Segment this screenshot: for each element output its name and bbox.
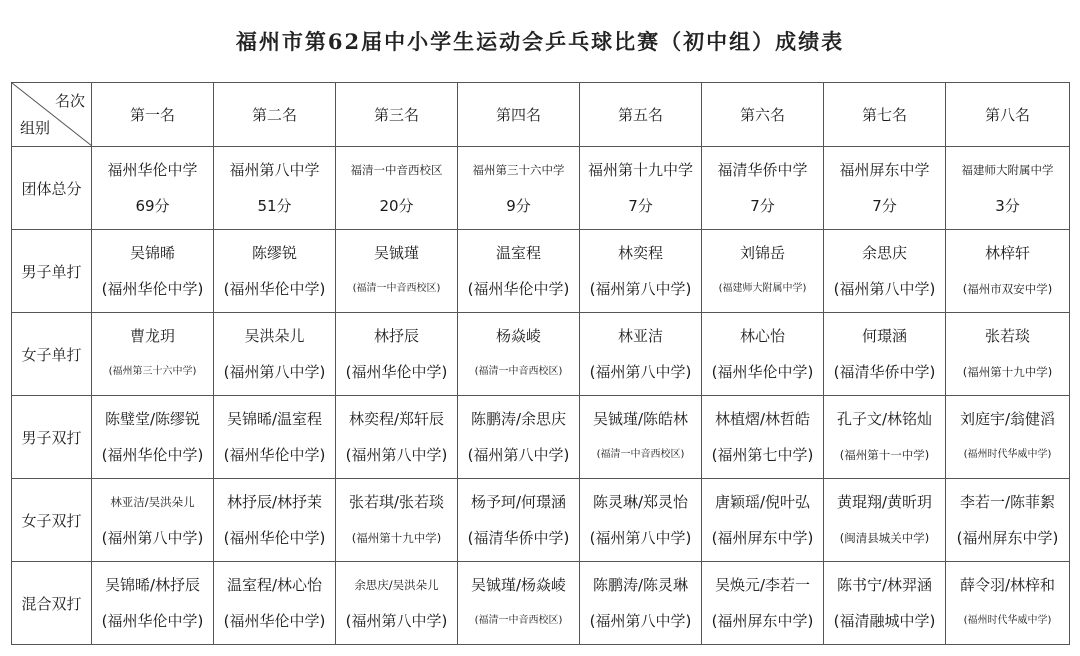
school-name: (福清一中音西校区) — [474, 366, 563, 377]
team-score: 3分 — [995, 197, 1020, 215]
school-name: (福清一中音西校区) — [352, 283, 441, 294]
result-cell — [336, 396, 458, 479]
result-cell — [702, 313, 824, 396]
school-name: (福建师大附属中学) — [718, 283, 807, 294]
player-name: 孔子文/林铭灿 — [836, 410, 933, 428]
player-name: 薛令羽/林梓和 — [959, 576, 1056, 594]
result-cell — [824, 147, 946, 230]
player-name: 吴锦晞/林抒辰 — [104, 576, 201, 594]
player-name: 林梓轩 — [984, 244, 1030, 262]
player-name: 陈书宁/林羿涵 — [836, 576, 933, 594]
result-cell — [214, 562, 336, 645]
result-cell — [824, 562, 946, 645]
result-cell — [946, 147, 1070, 230]
school-name: (福州屏东中学) — [711, 529, 814, 547]
corner-label-group: 组别 — [20, 119, 51, 137]
result-cell — [458, 147, 580, 230]
player-name: 刘锦岳 — [739, 244, 785, 262]
school-name: (福州华伦中学) — [345, 363, 448, 381]
table-row — [12, 147, 1070, 230]
player-name: 温室程 — [495, 244, 541, 262]
school-name: (福清融城中学) — [833, 612, 936, 630]
result-cell — [946, 230, 1070, 313]
player-name: 吴洪朵儿 — [244, 327, 305, 345]
player-name: 吴焕元/李若一 — [714, 576, 811, 594]
result-cell — [214, 396, 336, 479]
player-name: 唐颖瑶/倪叶弘 — [714, 493, 811, 511]
player-name: 李若一/陈菲絮 — [959, 493, 1056, 511]
result-cell — [92, 147, 214, 230]
result-cell — [214, 230, 336, 313]
school-name: (福州第八中学) — [345, 612, 448, 630]
rank-header: 第八名 — [946, 83, 1070, 147]
school-name: (福州华伦中学) — [223, 280, 326, 298]
school-name: (福州第十一中学) — [839, 448, 930, 462]
player-name: 曹龙玥 — [129, 327, 175, 345]
school-name: (福州第八中学) — [223, 363, 326, 381]
result-cell — [336, 230, 458, 313]
school-name: (福清华侨中学) — [833, 363, 936, 381]
player-name: 何璟涵 — [861, 327, 907, 345]
result-cell — [214, 313, 336, 396]
player-name: 陈鹏涛/陈灵琳 — [592, 576, 689, 594]
result-cell — [946, 313, 1070, 396]
table-row — [12, 562, 1070, 645]
player-name: 陈灵琳/郑灵怡 — [592, 493, 689, 511]
rank-header: 第四名 — [458, 83, 580, 147]
team-score: 51分 — [257, 197, 292, 215]
result-cell — [92, 313, 214, 396]
school-name: (福州第八中学) — [833, 280, 936, 298]
school-name: (福州屏东中学) — [956, 529, 1059, 547]
school-name: (福清一中音西校区) — [596, 449, 685, 460]
player-name: 杨焱崚 — [495, 327, 541, 345]
player-name: 温室程/林心怡 — [226, 576, 323, 594]
result-cell — [458, 479, 580, 562]
team-score: 7分 — [628, 197, 653, 215]
result-cell — [824, 396, 946, 479]
result-cell — [92, 396, 214, 479]
school-name: (福州第三十六中学) — [108, 366, 197, 377]
result-cell — [336, 147, 458, 230]
result-cell — [214, 479, 336, 562]
result-cell — [824, 479, 946, 562]
rank-header: 第六名 — [702, 83, 824, 147]
corner-header — [12, 83, 92, 147]
result-cell — [702, 147, 824, 230]
school-name: (闽清县城关中学) — [839, 531, 930, 545]
player-name: 吴铖瑾/杨焱崚 — [470, 576, 567, 594]
result-cell — [946, 479, 1070, 562]
player-name: 陈鹏涛/余思庆 — [470, 410, 567, 428]
corner-label-rank: 名次 — [54, 92, 85, 110]
player-name: 黄琨翔/黄昕玥 — [836, 493, 933, 511]
school-name: (福清一中音西校区) — [474, 615, 563, 626]
team-score: 7分 — [872, 197, 897, 215]
school-name: (福州第八中学) — [101, 529, 204, 547]
result-cell — [458, 313, 580, 396]
player-name: 吴锦晞/温室程 — [226, 410, 323, 428]
player-name: 林植熠/林哲皓 — [714, 410, 811, 428]
result-cell — [336, 313, 458, 396]
result-cell — [580, 313, 702, 396]
result-cell — [580, 147, 702, 230]
rank-header: 第一名 — [92, 83, 214, 147]
player-name: 张若琪/张若琰 — [348, 493, 445, 511]
school-name: (福州华伦中学) — [101, 446, 204, 464]
result-cell — [580, 230, 702, 313]
group-label: 女子双打 — [12, 479, 92, 562]
result-cell — [946, 396, 1070, 479]
school-name: (福州第七中学) — [711, 446, 814, 464]
school-name: (福州第十九中学) — [962, 365, 1053, 379]
school-name: (福州第八中学) — [589, 529, 692, 547]
player-name: 余思庆/吴洪朵儿 — [354, 578, 439, 592]
school-name: (福州华伦中学) — [223, 612, 326, 630]
result-cell — [824, 230, 946, 313]
school-name: (福州时代华威中学) — [963, 615, 1052, 626]
result-cell — [92, 230, 214, 313]
player-name: 林亚洁 — [617, 327, 663, 345]
result-cell — [92, 562, 214, 645]
header-row — [12, 83, 1070, 147]
table-row — [12, 479, 1070, 562]
result-cell — [824, 313, 946, 396]
group-label: 女子单打 — [12, 313, 92, 396]
team-score: 69分 — [135, 197, 170, 215]
player-name: 林心怡 — [739, 327, 785, 345]
player-name: 余思庆 — [861, 244, 907, 262]
group-label: 男子单打 — [12, 230, 92, 313]
school-name: (福州市双安中学) — [962, 282, 1053, 296]
result-cell — [458, 396, 580, 479]
school-name: 福建师大附属中学 — [961, 163, 1054, 177]
team-score: 9分 — [506, 197, 531, 215]
result-cell — [702, 562, 824, 645]
results-table — [11, 82, 1070, 645]
school-name: (福州华伦中学) — [711, 363, 814, 381]
results-table-body — [12, 83, 1070, 645]
player-name: 陈缪锐 — [251, 244, 297, 262]
table-row — [12, 230, 1070, 313]
result-cell — [702, 230, 824, 313]
team-score: 7分 — [750, 197, 775, 215]
school-name: (福州屏东中学) — [711, 612, 814, 630]
school-name: (福州第八中学) — [589, 612, 692, 630]
player-name: 陈璧堂/陈缪锐 — [104, 410, 201, 428]
player-name: 林抒辰 — [373, 327, 419, 345]
result-cell — [214, 147, 336, 230]
player-name: 刘庭宇/翁健滔 — [959, 410, 1056, 428]
player-name: 林奕程 — [617, 244, 663, 262]
group-label: 混合双打 — [12, 562, 92, 645]
table-row — [12, 396, 1070, 479]
school-name: (福州第八中学) — [345, 446, 448, 464]
school-name: 福州第十九中学 — [587, 161, 693, 179]
player-name: 林抒辰/林抒茉 — [226, 493, 323, 511]
group-label: 团体总分 — [12, 147, 92, 230]
result-cell — [92, 479, 214, 562]
rank-header: 第五名 — [580, 83, 702, 147]
player-name: 林亚洁/吴洪朵儿 — [110, 495, 195, 509]
result-cell — [580, 396, 702, 479]
result-cell — [702, 396, 824, 479]
player-name: 杨予珂/何璟涵 — [470, 493, 567, 511]
rank-header: 第二名 — [214, 83, 336, 147]
school-name: 福州华伦中学 — [107, 161, 198, 179]
school-name: 福州屏东中学 — [839, 161, 930, 179]
result-cell — [458, 562, 580, 645]
group-label: 男子双打 — [12, 396, 92, 479]
result-cell — [336, 479, 458, 562]
rank-header: 第三名 — [336, 83, 458, 147]
player-name: 林奕程/郑轩辰 — [348, 410, 445, 428]
result-cell — [580, 562, 702, 645]
page-title: 福州市第62届中小学生运动会乒乓球比赛（初中组）成绩表 — [235, 29, 845, 54]
school-name: (福州时代华威中学) — [963, 449, 1052, 460]
school-name: (福州第八中学) — [589, 280, 692, 298]
school-name: (福州第十九中学) — [351, 531, 442, 545]
result-cell — [458, 230, 580, 313]
rank-header: 第七名 — [824, 83, 946, 147]
team-score: 20分 — [379, 197, 414, 215]
school-name: (福州第八中学) — [467, 446, 570, 464]
result-cell — [702, 479, 824, 562]
player-name: 吴铖瑾 — [373, 244, 419, 262]
result-cell — [580, 479, 702, 562]
table-row — [12, 313, 1070, 396]
school-name: 福清华侨中学 — [717, 161, 808, 179]
school-name: (福州华伦中学) — [101, 280, 204, 298]
school-name: (福州华伦中学) — [223, 446, 326, 464]
school-name: (福州华伦中学) — [467, 280, 570, 298]
player-name: 吴锦晞 — [129, 244, 175, 262]
school-name: 福州第八中学 — [229, 161, 320, 179]
school-name: (福州华伦中学) — [101, 612, 204, 630]
school-name: (福州华伦中学) — [223, 529, 326, 547]
school-name: 福清一中音西校区 — [350, 163, 443, 177]
school-name: (福清华侨中学) — [467, 529, 570, 547]
player-name: 张若琰 — [984, 327, 1030, 345]
result-cell — [336, 562, 458, 645]
school-name: (福州第八中学) — [589, 363, 692, 381]
school-name: 福州第三十六中学 — [472, 163, 565, 177]
result-cell — [946, 562, 1070, 645]
player-name: 吴铖瑾/陈皓林 — [592, 410, 689, 428]
